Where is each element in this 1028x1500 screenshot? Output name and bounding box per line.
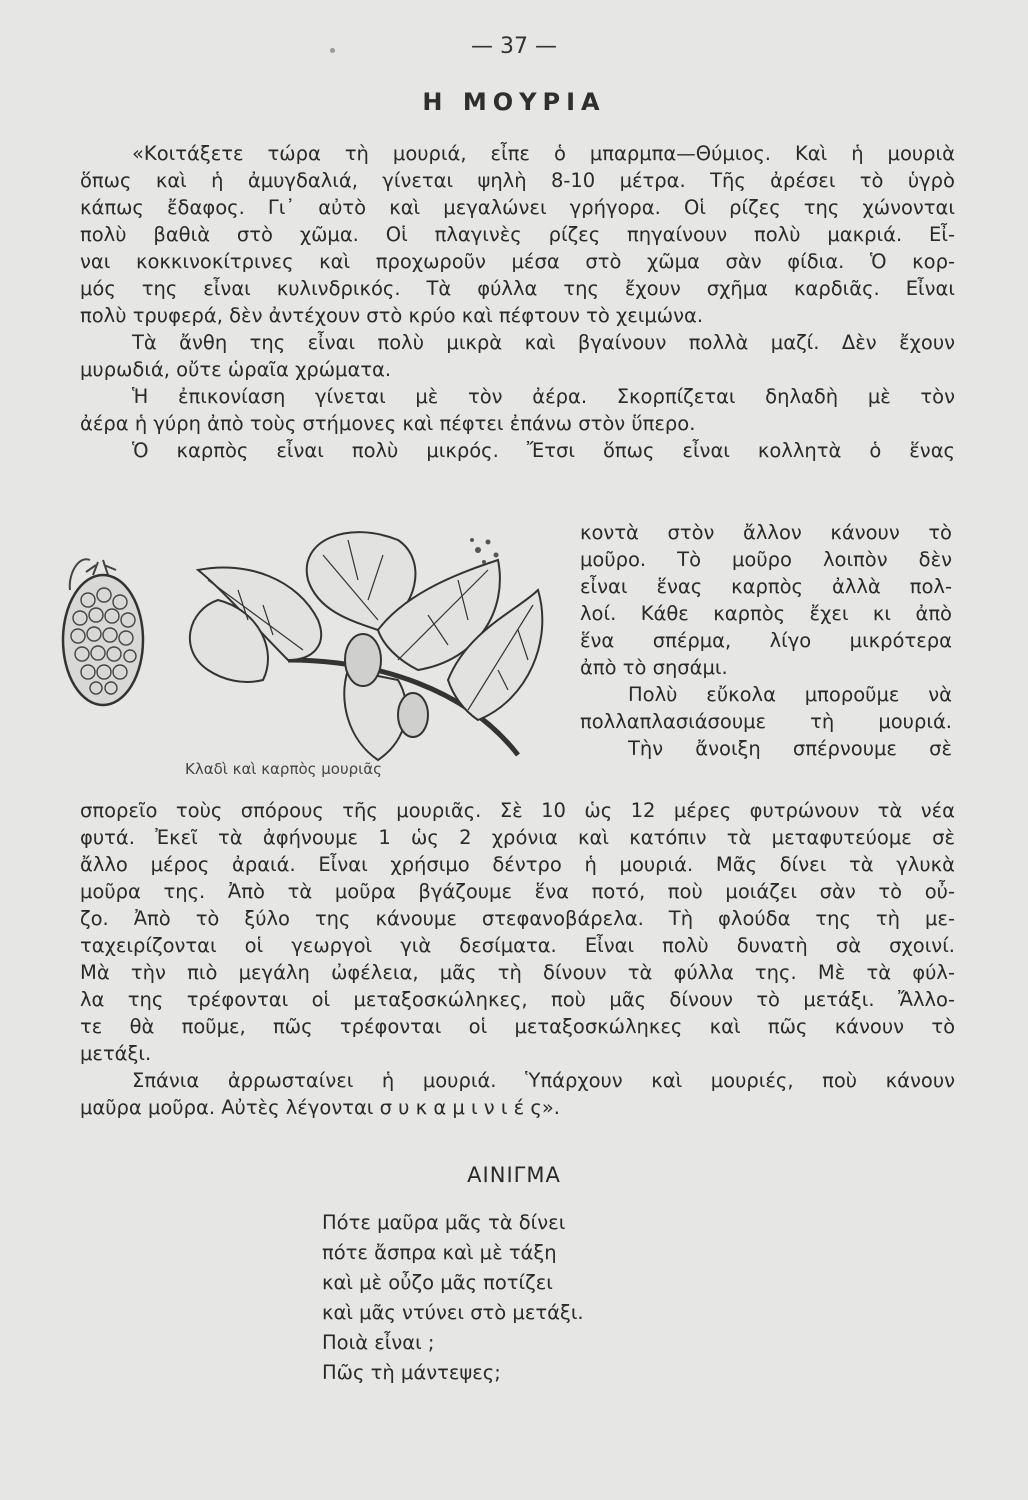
text-line: εἶναι ἕνας καρπὸς ἀλλὰ πολ- [580, 575, 952, 598]
page-number: — 37 — [471, 34, 557, 59]
text-line: λα της τρέφονται οἱ μεταξοσκώληκες, ποὺ μᾶς δίνουν τὸ μετάξι. Ἄλλο- [80, 988, 955, 1011]
riddle-line: Πότε μαῦρα μᾶς τὰ δίνει [322, 1211, 566, 1234]
text-line: Σπάνια ἀρρωσταίνει ἡ μουριά. Ὑπάρχουν καὶ μουριές, ποὺ κάνουν [132, 1069, 955, 1092]
text-line: πολλαπλασιάσουμε τὴ μουριά. [580, 710, 952, 733]
text-line: μαῦρα μοῦρα. Αὐτὲς λέγονται σ υ κ α μ ι ν ι έ ς». [80, 1096, 560, 1119]
text-line: τε θὰ ποῦμε, πῶς τρέφονται οἱ μεταξοσκώληκες καὶ πῶς κάνουν τὸ [80, 1015, 955, 1038]
text-line: πολὺ τρυφερά, δὲν ἀντέχουν στὸ κρύο καὶ πέφτουν τὸ χειμώνα. [80, 304, 704, 327]
text-line: Ἡ ἐπικονίαση γίνεται μὲ τὸν ἀέρα. Σκορπίζεται δηλαδὴ μὲ τὸν [132, 385, 955, 408]
riddle-line: Πῶς τὴ μάντεψες; [322, 1361, 501, 1384]
text-line: μετάξι. [80, 1042, 152, 1065]
riddle-line: καὶ μὲ οὖζο μᾶς ποτίζει [322, 1271, 553, 1294]
text-line: μοῦρο. Τὸ μοῦρο λοιπὸν δὲν [580, 548, 952, 571]
body-text-top [80, 140, 955, 464]
text-line: μυρωδιά, οὔτε ὡραῖα χρώματα. [80, 358, 392, 381]
text-line: κοντὰ στὸν ἄλλον κάνουν τὸ [580, 521, 952, 544]
riddle-line: καὶ μᾶς ντύνει στὸ μετάξι. [322, 1301, 584, 1324]
text-line: ἄλλο μέρος ἀραιά. Εἶναι χρήσιμο δέντρο ἡ μουριά. Μᾶς δίνει τὰ γλυκὰ [80, 853, 955, 876]
text-line: μοῦρα της. Ἀπὸ τὰ μοῦρα βγάζουμε ἕνα ποτό, ποὺ μοιάζει σὰν τὸ οὖ- [80, 880, 955, 903]
mulberry-illustration [48, 520, 568, 770]
riddle-title: ΑΙΝΙΓΜΑ [467, 1163, 561, 1187]
text-line: Μὰ τὴν πιὸ μεγάλη ὠφέλεια, μᾶς τὴ δίνουν τὰ φύλλα της. Μὲ τὰ φύλ- [80, 961, 955, 984]
text-line: σπορεῖο τοὺς σπόρους τῆς μουριᾶς. Σὲ 10 ὡς 12 μέρες φυτρώνουν τὰ νέα [80, 799, 955, 822]
mulberry-fruit-drawing [63, 559, 143, 705]
text-line: Ὁ καρπὸς εἶναι πολὺ μικρός. Ἔτσι ὅπως εἶναι κολλητὰ ὁ ἕνας [132, 439, 955, 462]
text-line: φυτά. Ἐκεῖ τὰ ἀφήνουμε 1 ὡς 2 χρόνια καὶ κατόπιν τὰ μεταφυτεύομε σὲ [80, 826, 955, 849]
text-line: ναι κοκκινοκίτρινες καὶ προχωροῦν μέσα στὸ χῶμα σὰν φίδια. Ὁ κορ- [80, 250, 955, 273]
text-line: Τὴν ἄνοιξη σπέρνουμε σὲ [628, 737, 952, 760]
riddle-verse [322, 1208, 584, 1388]
text-line: ἀπὸ τὸ σησάμι. [580, 656, 728, 679]
body-text-bottom [80, 797, 955, 1121]
riddle-line: πότε ἄσπρα καὶ μὲ τάξη [322, 1241, 557, 1264]
text-line: μός της εἶναι κυλινδρικός. Τὰ φύλλα της ἔχουν σχῆμα καρδιᾶς. Εἶναι [80, 277, 955, 300]
text-line: λοί. Κάθε καρπὸς ἔχει κι ἀπὸ [580, 602, 952, 625]
body-text-beside-figure [580, 519, 952, 762]
page-title: Η ΜΟΥΡΙΑ [422, 88, 606, 116]
text-line: «Κοιτάξετε τώρα τὴ μουριά, εἶπε ὁ μπαρμπα—Θύμιος. Καὶ ἡ μουριὰ [132, 142, 955, 165]
figure-caption: Κλαδὶ καὶ καρπὸς μουριᾶς [185, 760, 382, 778]
text-line: Πολὺ εὔκολα μποροῦμε νὰ [628, 683, 952, 706]
text-line: ἕνα σπέρμα, λίγο μικρότερα [580, 629, 952, 652]
text-line: ζο. Ἀπὸ τὸ ξύλο της κάνουμε στεφανοβάρελα. Τὴ φλούδα της τὴ με- [80, 907, 955, 930]
riddle-line: Ποιὰ εἶναι ; [322, 1331, 435, 1354]
text-line: ἀέρα ἡ γύρη ἀπὸ τοὺς στήμονες καὶ πέφτει ἐπάνω στὸν ὕπερο. [80, 412, 696, 435]
text-line: πολὺ βαθιὰ στὸ χῶμα. Οἱ πλαγινὲς ρίζες πηγαίνουν πολὺ μακριά. Εἶ- [80, 223, 955, 246]
text-line: κάπως ἔδαφος. Γι᾿ αὐτὸ καὶ μεγαλώνει γρήγορα. Οἱ ρίζες της χώνονται [80, 196, 955, 219]
text-line: ταχειρίζονται οἱ γεωργοὶ γιὰ δεσίματα. Εἶναι πολὺ δυνατὴ σὰ σχοινί. [80, 934, 955, 957]
text-line: Τὰ ἄνθη της εἶναι πολὺ μικρὰ καὶ βγαίνουν πολλὰ μαζί. Δὲν ἔχουν [132, 331, 955, 354]
mulberry-branch-drawing [190, 532, 542, 760]
text-line: ὅπως καὶ ἡ ἀμυγδαλιά, γίνεται ψηλὴ 8-10 μέτρα. Τῆς ἀρέσει τὸ ὑγρὸ [80, 169, 955, 192]
